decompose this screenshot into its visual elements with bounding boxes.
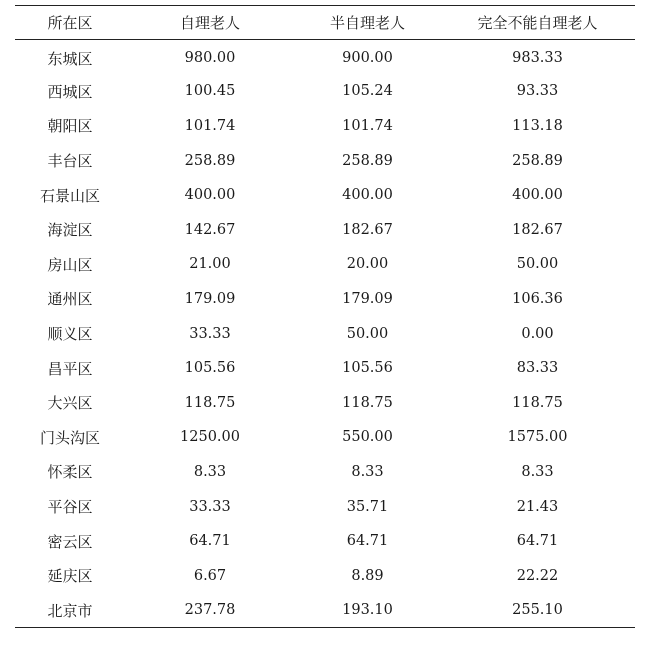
cell-self-care: 179.09: [184, 290, 236, 307]
table-row: [15, 420, 635, 455]
table-header-row: [15, 6, 635, 40]
cell-district: 北京市: [47, 601, 93, 620]
cell-semi-self-care: 900.00: [342, 50, 393, 67]
cell-district: 通州区: [47, 290, 93, 309]
header-district: 所在区: [47, 14, 93, 32]
cell-semi-self-care: 105.56: [342, 360, 393, 377]
cell-district: 怀柔区: [47, 463, 93, 482]
cell-non-self-care: 64.71: [516, 533, 559, 550]
cell-district: 顺义区: [47, 325, 93, 344]
cell-non-self-care: 118.75: [512, 394, 563, 411]
cell-district: 密云区: [47, 532, 93, 551]
cell-self-care: 258.89: [184, 152, 236, 169]
cell-semi-self-care: 35.71: [346, 498, 389, 515]
cell-semi-self-care: 179.09: [342, 290, 393, 307]
cell-district: 东城区: [47, 49, 93, 68]
cell-self-care: 100.45: [184, 83, 236, 100]
cell-semi-self-care: 8.33: [351, 463, 384, 480]
cell-self-care: 6.67: [193, 567, 227, 584]
cell-non-self-care: 8.33: [521, 463, 554, 480]
table-row: [15, 489, 635, 524]
cell-self-care: 118.75: [184, 394, 236, 411]
table-row: [15, 178, 635, 213]
cell-non-self-care: 21.43: [516, 498, 559, 515]
cell-semi-self-care: 105.24: [342, 83, 393, 100]
table-row: [15, 109, 635, 144]
cell-self-care: 980.00: [184, 50, 236, 67]
cell-self-care: 33.33: [189, 325, 231, 342]
cell-self-care: 142.67: [184, 221, 236, 238]
table-body: [15, 40, 635, 628]
header-semi-self-care-elderly: 半自理老人: [329, 14, 405, 32]
cell-non-self-care: 255.10: [512, 602, 563, 619]
table-row: [15, 351, 635, 386]
table-row: [15, 74, 635, 109]
table-row: [15, 282, 635, 317]
cell-district: 大兴区: [47, 394, 93, 413]
cell-self-care: 1250.00: [180, 429, 240, 446]
table-row: [15, 212, 635, 247]
cell-semi-self-care: 193.10: [342, 602, 393, 619]
cell-district: 朝阳区: [47, 117, 93, 136]
cell-non-self-care: 113.18: [512, 117, 563, 134]
cell-non-self-care: 83.33: [516, 360, 559, 377]
table-row: [15, 593, 635, 628]
cell-self-care: 101.74: [184, 117, 236, 134]
cell-district: 丰台区: [47, 152, 93, 171]
cell-district: 石景山区: [39, 186, 100, 205]
cell-self-care: 400.00: [184, 187, 236, 204]
cell-self-care: 33.33: [189, 498, 231, 515]
cell-self-care: 237.78: [184, 602, 236, 619]
cell-semi-self-care: 550.00: [342, 429, 393, 446]
cell-district: 房山区: [47, 255, 93, 274]
cell-non-self-care: 93.33: [516, 83, 559, 100]
cell-semi-self-care: 50.00: [346, 325, 389, 342]
cell-semi-self-care: 64.71: [346, 533, 389, 550]
cell-district: 西城区: [47, 82, 93, 101]
cell-non-self-care: 400.00: [512, 187, 563, 204]
table-row: [15, 316, 635, 351]
cell-non-self-care: 50.00: [516, 256, 559, 273]
cell-semi-self-care: 258.89: [342, 152, 393, 169]
header-non-self-care-elderly: 完全不能自理老人: [477, 14, 598, 32]
cell-non-self-care: 258.89: [512, 152, 563, 169]
cell-non-self-care: 22.22: [516, 567, 559, 584]
table-row: [15, 558, 635, 593]
cell-semi-self-care: 400.00: [342, 187, 393, 204]
table-row: [15, 143, 635, 178]
header-self-care-elderly: 自理老人: [179, 14, 240, 32]
table-row: [15, 455, 635, 490]
cell-non-self-care: 1575.00: [507, 429, 568, 446]
cell-semi-self-care: 118.75: [342, 394, 393, 411]
cell-self-care: 8.33: [193, 463, 227, 480]
cell-semi-self-care: 20.00: [346, 256, 389, 273]
table-row: [15, 247, 635, 282]
cell-semi-self-care: 101.74: [342, 117, 393, 134]
cell-non-self-care: 983.33: [512, 50, 563, 67]
data-table-container: [15, 5, 635, 628]
cell-district: 延庆区: [47, 567, 93, 586]
cell-self-care: 64.71: [189, 533, 231, 550]
cell-self-care: 105.56: [184, 360, 236, 377]
cell-non-self-care: 182.67: [512, 221, 563, 238]
table-row: [15, 385, 635, 420]
cell-semi-self-care: 182.67: [342, 221, 393, 238]
district-subsidy-table: [15, 5, 635, 628]
table-row: [15, 524, 635, 559]
cell-district: 平谷区: [47, 498, 93, 517]
cell-non-self-care: 0.00: [521, 325, 554, 342]
cell-district: 门头沟区: [39, 428, 100, 447]
cell-semi-self-care: 8.89: [351, 567, 384, 584]
cell-district: 海淀区: [47, 221, 93, 240]
cell-non-self-care: 106.36: [512, 290, 563, 307]
table-row: [15, 40, 635, 75]
cell-district: 昌平区: [47, 359, 93, 378]
cell-self-care: 21.00: [189, 256, 231, 273]
